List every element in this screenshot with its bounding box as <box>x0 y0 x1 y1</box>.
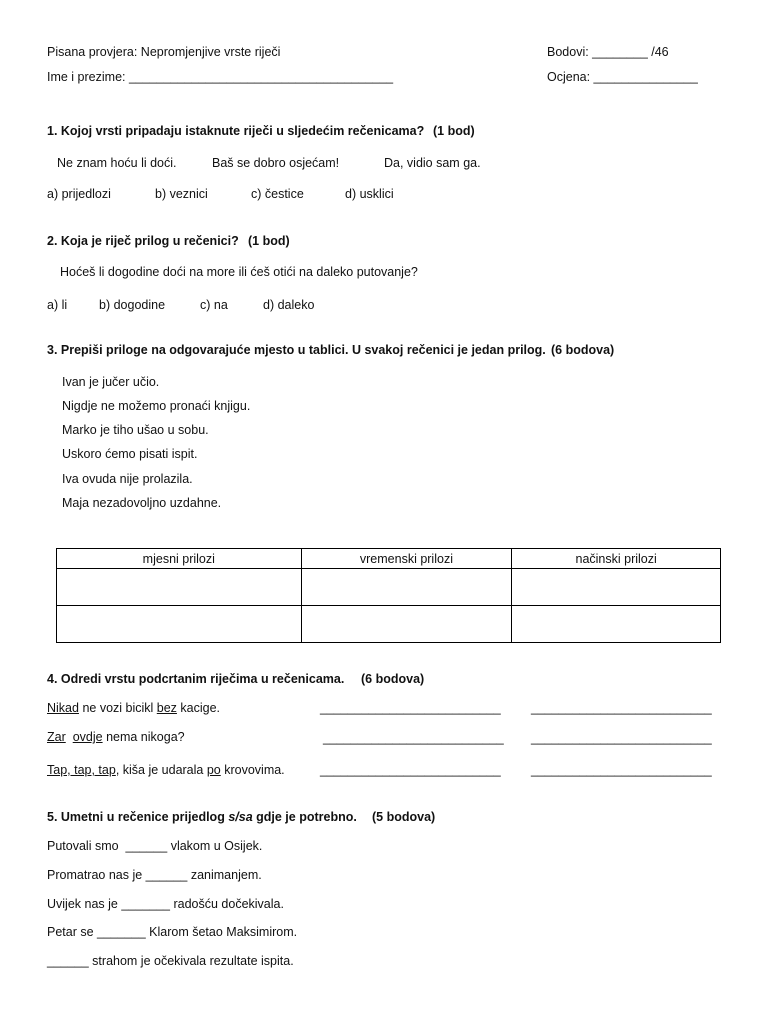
q2-points: (1 bod) <box>248 234 290 248</box>
q4-sentence-2: Zar ovdje nema nikoga? <box>47 730 185 744</box>
table-cell[interactable] <box>57 606 302 643</box>
q2-sentence: Hoćeš li dogodine doći na more ili ćeš otići na daleko putovanje? <box>60 265 418 279</box>
table-row <box>57 569 721 606</box>
name-field: Ime i prezime: ______________________________________ <box>47 70 394 84</box>
q1-option-b: b) veznici <box>155 187 208 201</box>
q4-answer-line[interactable]: __________________________ <box>320 701 501 715</box>
q5-sentence-3: Uvijek nas je _______ radošću dočekivala. <box>47 897 284 911</box>
q5-points: (5 bodova) <box>372 810 436 824</box>
q4-answer-line[interactable]: __________________________ <box>531 731 712 745</box>
underlined-word: Zar <box>47 730 66 744</box>
q1-sentence-3: Da, vidio sam ga. <box>384 156 481 170</box>
q4-answer-line[interactable]: __________________________ <box>531 763 712 777</box>
table-cell[interactable] <box>512 569 721 606</box>
adverb-table <box>56 548 721 643</box>
q1-option-c: c) čestice <box>251 187 304 201</box>
underlined-word: Nikad <box>47 701 79 715</box>
q1-sentence-2: Baš se dobro osjećam! <box>212 156 340 170</box>
q5-sentence-2: Promatrao nas je ______ zanimanjem. <box>47 868 262 882</box>
q2-option-b: b) dogodine <box>99 298 166 312</box>
q5-title: 5. Umetni u rečenice prijedlog s/sa gdje je potrebno. <box>47 810 357 824</box>
table-header-place: mjesni prilozi <box>57 549 302 569</box>
q3-sentence-5: Iva ovuda nije prolazila. <box>62 472 193 486</box>
underlined-word: ovdje <box>72 730 103 744</box>
q3-sentence-3: Marko je tiho ušao u sobu. <box>62 423 209 437</box>
q2-option-d: d) daleko <box>263 298 315 312</box>
q4-sentence-1: Nikad ne vozi bicikl bez kacige. <box>47 701 221 715</box>
table-cell[interactable] <box>301 606 512 643</box>
q5-sentence-5: ______ strahom je očekivala rezultate ispita. <box>47 954 294 968</box>
underlined-word: bez <box>156 701 177 715</box>
table-row <box>57 606 721 643</box>
q4-sentence-3: Tap, tap, tap, kiša je udarala po krovovima. <box>47 763 285 777</box>
q3-sentence-6: Maja nezadovoljno uzdahne. <box>62 496 222 510</box>
q2-option-a: a) li <box>47 298 68 312</box>
q4-answer-line[interactable]: __________________________ <box>320 763 501 777</box>
q5-sentence-1: Putovali smo ______ vlakom u Osijek. <box>47 839 263 853</box>
q4-points: (6 bodova) <box>361 672 425 686</box>
table-cell[interactable] <box>57 569 302 606</box>
q3-sentence-1: Ivan je jučer učio. <box>62 375 160 389</box>
q1-option-d: d) usklici <box>345 187 394 201</box>
q1-option-a: a) prijedlozi <box>47 187 111 201</box>
q1-points: (1 bod) <box>433 124 475 138</box>
q3-points: (6 bodova) <box>551 343 615 357</box>
q3-sentence-2: Nigdje ne možemo pronaći knjigu. <box>62 399 251 413</box>
worksheet-title: Pisana provjera: Nepromjenjive vrste riječi <box>47 45 281 59</box>
table-cell[interactable] <box>301 569 512 606</box>
underlined-word: po <box>206 763 221 777</box>
q3-title: 3. Prepiši priloge na odgovarajuće mjesto u tablici. U svakoj rečenici je jedan prilog. <box>47 343 546 357</box>
table-cell[interactable] <box>512 606 721 643</box>
q5-sentence-4: Petar se _______ Klarom šetao Maksimirom. <box>47 925 298 939</box>
q2-title: 2. Koja je riječ prilog u rečenici? <box>47 234 239 248</box>
q2-option-c: c) na <box>200 298 228 312</box>
q4-answer-line[interactable]: __________________________ <box>323 731 504 745</box>
grade-field: Ocjena: _______________ <box>547 70 698 84</box>
q4-answer-line[interactable]: __________________________ <box>531 701 712 715</box>
q1-title: 1. Kojoj vrsti pripadaju istaknute riječi u sljedećim rečenicama? <box>47 124 425 138</box>
table-header-row <box>57 549 721 569</box>
underlined-word: Tap, tap, tap <box>47 763 116 777</box>
table-header-time: vremenski prilozi <box>301 549 512 569</box>
q3-sentence-4: Uskoro ćemo pisati ispit. <box>62 447 198 461</box>
table-header-manner: načinski prilozi <box>512 549 721 569</box>
points-field: Bodovi: ________ /46 <box>547 45 669 59</box>
q4-title: 4. Odredi vrstu podcrtanim riječima u rečenicama. <box>47 672 345 686</box>
q1-sentence-1: Ne znam hoću li doći. <box>57 156 177 170</box>
